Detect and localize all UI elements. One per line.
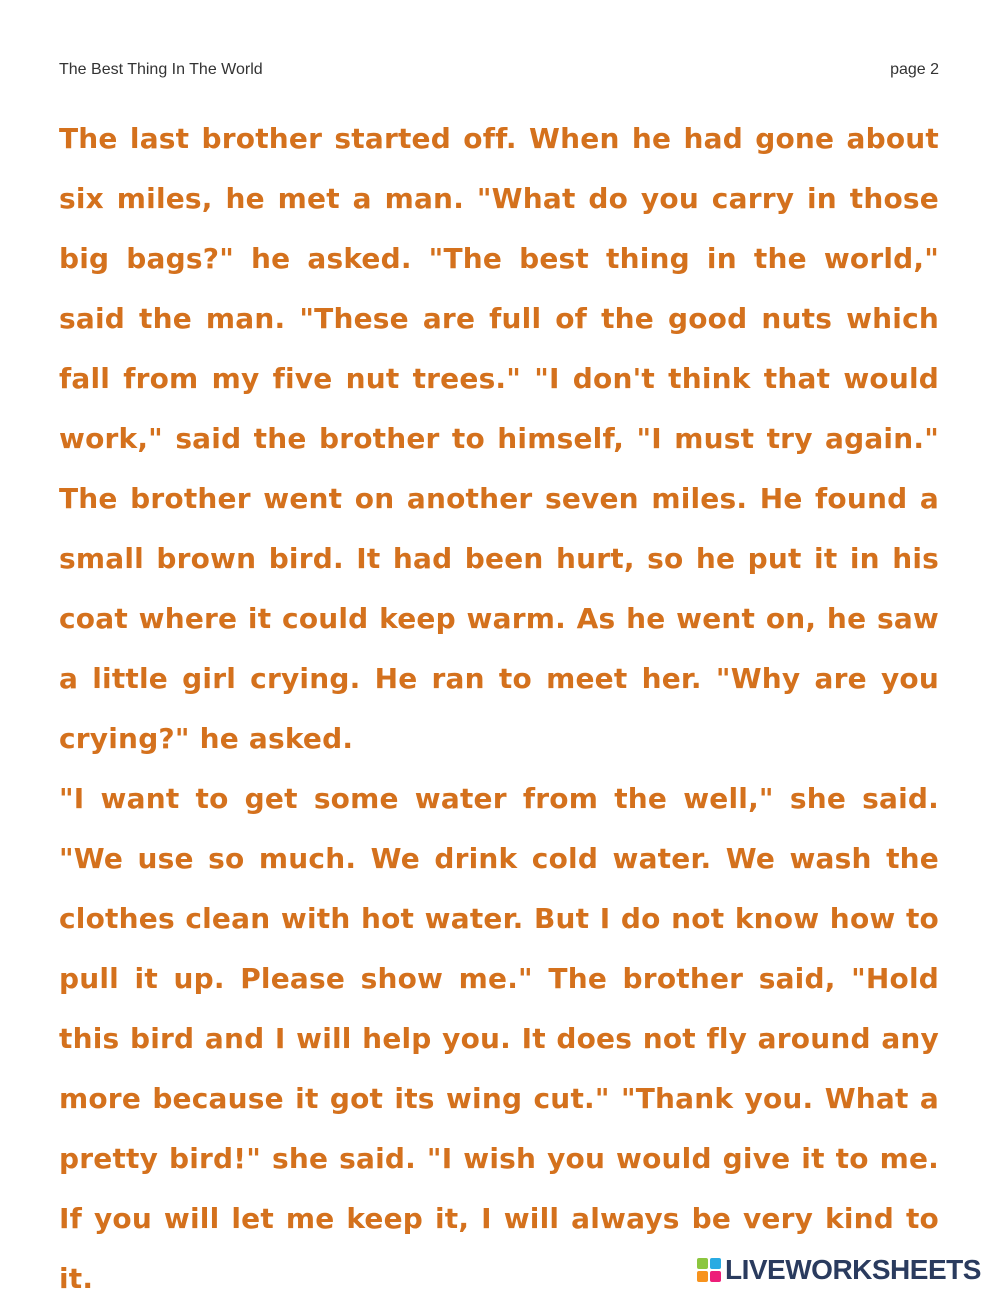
logo-square-pink	[710, 1271, 721, 1282]
story-paragraph: The last brother started off. When he had gone about six miles, he met a man. "What do you carry in those big bags?" he asked. "The best thing in the world," said the man. "These are full of the good nuts which fall from my five nut trees." "I don't think that would work," said the brother to himself, "I must try again." The brother went on another seven miles. He found a small brown bird. It had been hurt, so he put it in his coat where it could keep warm. As he went on, he saw a little girl crying. He ran to meet her. "Why are you crying?" he asked.	[59, 122, 939, 755]
story-paragraph: "I want to get some water from the well," she said. "We use so much. We drink cold water. We wash the clothes clean with hot water. But I do not know how to pull it up. Please show me." The brother said, "Hold this bird and I will help you. It does not fly around any more because it got its wing cut." "Thank you. What a pretty bird!" she said. "I wish you would give it to me. If you will let me keep it, I will always be very kind to it.	[59, 782, 939, 1295]
logo-text: LIVEWORKSHEETS	[725, 1254, 981, 1285]
logo-square-orange	[697, 1271, 708, 1282]
document-title: The Best Thing In The World	[59, 61, 263, 78]
page-header	[59, 58, 939, 82]
logo-square-blue	[710, 1258, 721, 1269]
liveworksheets-logo	[697, 1254, 981, 1286]
logo-square-green	[697, 1258, 708, 1269]
page-number: page 2	[890, 61, 939, 78]
liveworksheets-logo-icon	[697, 1258, 721, 1282]
story-body	[59, 109, 939, 1309]
